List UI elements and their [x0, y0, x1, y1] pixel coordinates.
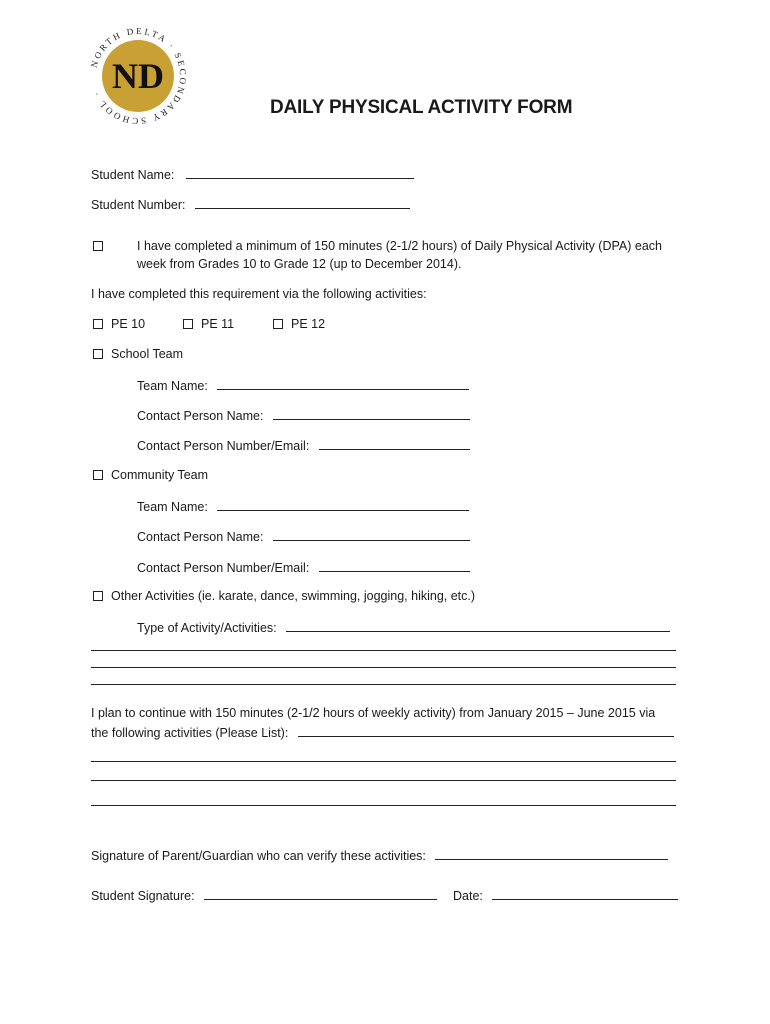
type-activity-row [137, 619, 670, 635]
contact-number-label: Contact Person Number/Email: [137, 439, 310, 453]
student-signature-label: Student Signature: [91, 889, 195, 903]
school-contact-name-row [137, 407, 470, 423]
plan-statement-line1: I plan to continue with 150 minutes (2-1/2 hours of weekly activity) from January 2015 – June 2015 via [91, 706, 656, 720]
school-contact-name-field[interactable] [273, 407, 470, 420]
school-team-label: School Team [111, 347, 184, 361]
community-team-checkbox[interactable] [93, 470, 103, 480]
contact-name-label: Contact Person Name: [137, 409, 264, 423]
student-number-label: Student Number: [91, 198, 186, 212]
community-contact-name-row [137, 528, 470, 544]
school-contact-number-row [137, 437, 470, 453]
school-team-name-row [137, 377, 469, 393]
other-activities-label: Other Activities (ie. karate, dance, swimming, jogging, hiking, etc.) [111, 589, 476, 603]
parent-signature-field[interactable] [435, 847, 668, 860]
school-logo [88, 26, 188, 126]
team-name-label: Team Name: [137, 379, 208, 393]
team-name-label: Team Name: [137, 500, 208, 514]
community-team-option[interactable] [93, 468, 208, 482]
plan-activities-line-2[interactable] [91, 761, 676, 762]
date-field[interactable] [492, 887, 678, 900]
type-activity-line-4[interactable] [91, 684, 676, 685]
student-number-row [91, 196, 410, 212]
other-activities-option[interactable] [93, 589, 475, 603]
school-team-checkbox[interactable] [93, 349, 103, 359]
pe10-label: PE 10 [111, 317, 146, 331]
student-signature-field[interactable] [204, 887, 437, 900]
student-name-row [91, 166, 414, 182]
plan-activities-line-3[interactable] [91, 780, 676, 781]
pe11-option[interactable] [183, 317, 234, 331]
pe12-option[interactable] [273, 317, 325, 331]
school-team-option[interactable] [93, 347, 183, 361]
community-contact-number-row [137, 559, 470, 575]
parent-signature-row [91, 847, 668, 863]
date-row [453, 887, 678, 903]
plan-statement-row [91, 724, 674, 740]
requirement-text: I have completed this requirement via the following activities: [91, 287, 427, 301]
community-contact-name-field[interactable] [273, 528, 470, 541]
dpa-statement-line2: week from Grades 10 to Grade 12 (up to December 2014). [137, 257, 462, 271]
pe11-checkbox[interactable] [183, 319, 193, 329]
type-activity-line-2[interactable] [91, 650, 676, 651]
community-contact-number-field[interactable] [319, 559, 470, 572]
pe12-label: PE 12 [291, 317, 326, 331]
logo-monogram: ND [112, 56, 164, 96]
pe10-checkbox[interactable] [93, 319, 103, 329]
dpa-statement-line1: I have completed a minimum of 150 minutes (2-1/2 hours) of Daily Physical Activity (DPA) each [137, 239, 662, 253]
school-team-name-field[interactable] [217, 377, 469, 390]
community-team-name-row [137, 498, 469, 514]
type-activity-label: Type of Activity/Activities: [137, 621, 277, 635]
school-contact-number-field[interactable] [319, 437, 470, 450]
contact-number-label: Contact Person Number/Email: [137, 561, 310, 575]
other-activities-checkbox[interactable] [93, 591, 103, 601]
student-name-label: Student Name: [91, 168, 175, 182]
type-activity-line-3[interactable] [91, 667, 676, 668]
pe11-label: PE 11 [201, 317, 235, 331]
student-signature-row [91, 887, 437, 903]
student-number-field[interactable] [195, 196, 410, 209]
plan-activities-line-4[interactable] [91, 805, 676, 806]
plan-statement-line2: the following activities (Please List): [91, 726, 289, 740]
type-activity-field[interactable] [286, 619, 670, 632]
logo-arc-text: NORTH DELTA · SECONDARY SCHOOL · [88, 26, 188, 126]
pe10-option[interactable] [93, 317, 145, 331]
community-team-label: Community Team [111, 468, 209, 482]
community-team-name-field[interactable] [217, 498, 469, 511]
date-label: Date: [453, 889, 483, 903]
dpa-checkbox[interactable] [93, 241, 103, 251]
pe12-checkbox[interactable] [273, 319, 283, 329]
contact-name-label: Contact Person Name: [137, 530, 264, 544]
plan-activities-field[interactable] [298, 724, 674, 737]
student-name-field[interactable] [186, 166, 414, 179]
form-title: DAILY PHYSICAL ACTIVITY FORM [270, 97, 573, 118]
parent-signature-label: Signature of Parent/Guardian who can verify these activities: [91, 849, 426, 863]
